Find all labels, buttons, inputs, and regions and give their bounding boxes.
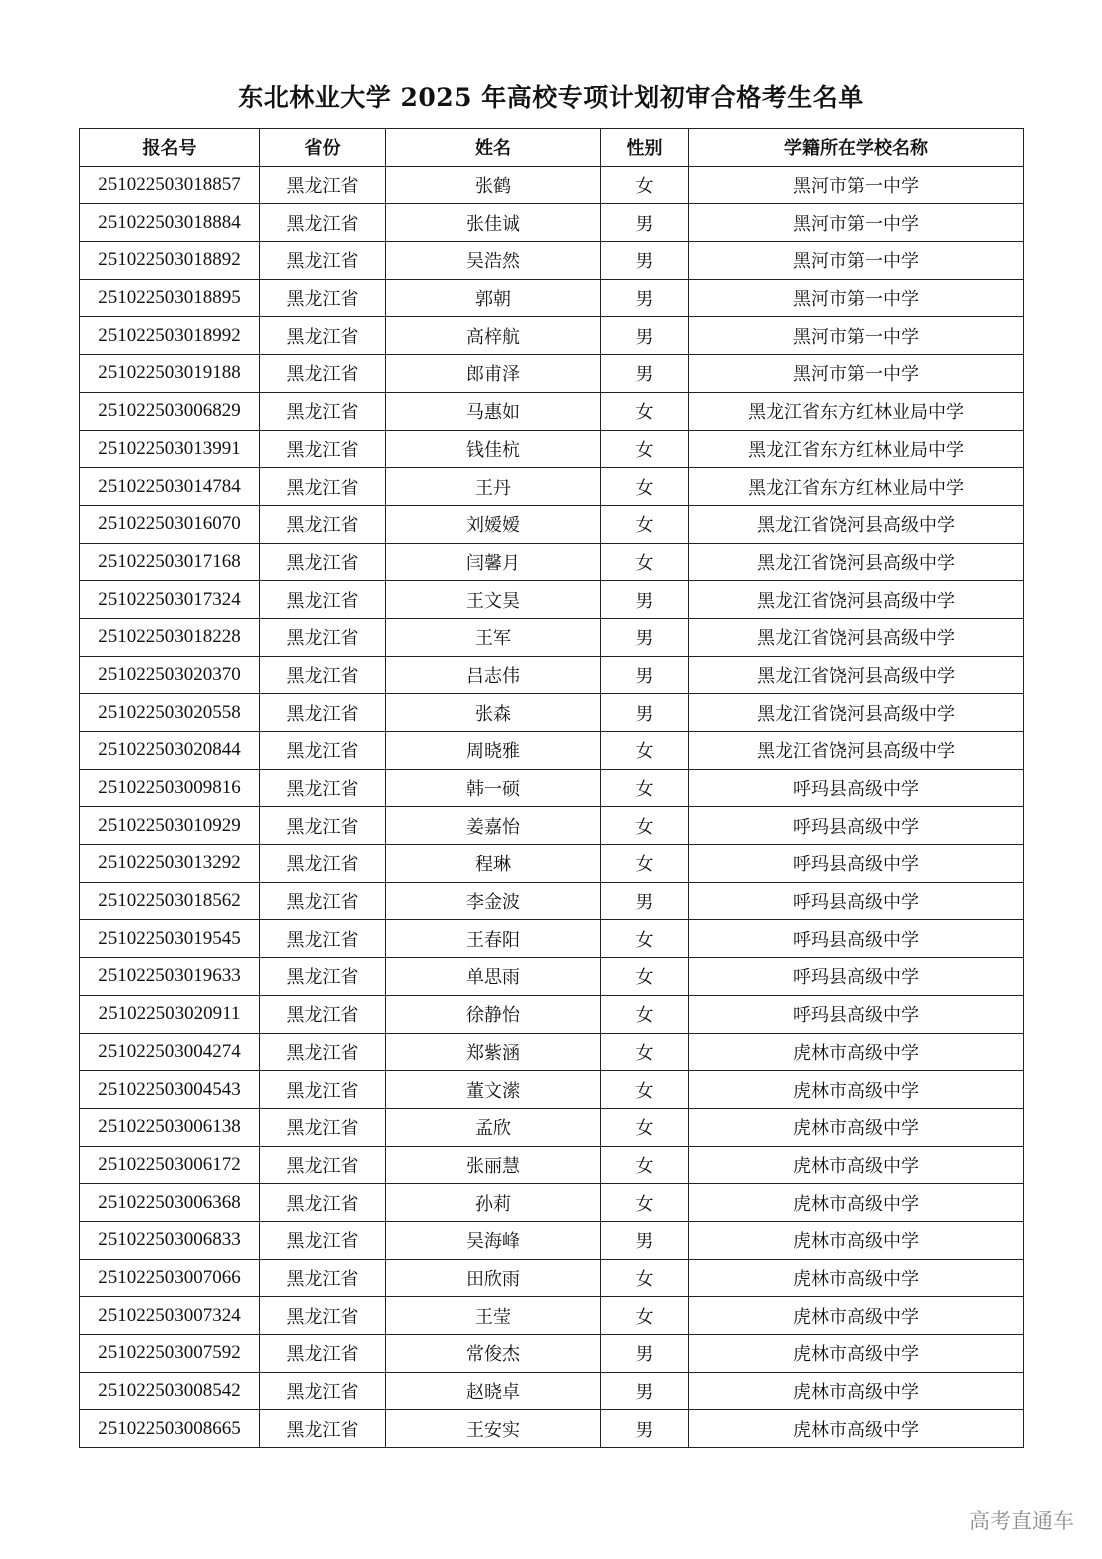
school-cell: 虎林市高级中学 xyxy=(689,1259,1024,1297)
table-row xyxy=(80,468,1024,506)
table-row xyxy=(80,1033,1024,1071)
name-cell: 李金波 xyxy=(386,882,601,920)
table-row xyxy=(80,581,1024,619)
name-cell: 吴浩然 xyxy=(386,242,601,280)
registration-number-cell: 251022503018992 xyxy=(80,317,260,355)
table-row xyxy=(80,995,1024,1033)
school-cell: 虎林市高级中学 xyxy=(689,1410,1024,1448)
school-cell: 虎林市高级中学 xyxy=(689,1146,1024,1184)
province-cell: 黑龙江省 xyxy=(260,166,386,204)
registration-number-cell: 251022503019188 xyxy=(80,355,260,393)
name-cell: 刘嫒嫒 xyxy=(386,505,601,543)
name-cell: 张森 xyxy=(386,694,601,732)
name-cell: 钱佳杭 xyxy=(386,430,601,468)
name-cell: 闫馨月 xyxy=(386,543,601,581)
registration-number-cell: 251022503007592 xyxy=(80,1335,260,1373)
gender-cell: 女 xyxy=(601,1146,689,1184)
gender-cell: 女 xyxy=(601,1033,689,1071)
province-cell: 黑龙江省 xyxy=(260,1071,386,1109)
table-row xyxy=(80,430,1024,468)
name-cell: 王文昊 xyxy=(386,581,601,619)
province-cell: 黑龙江省 xyxy=(260,317,386,355)
registration-number-cell: 251022503020844 xyxy=(80,732,260,770)
registration-number-cell: 251022503007066 xyxy=(80,1259,260,1297)
table-row xyxy=(80,1297,1024,1335)
province-cell: 黑龙江省 xyxy=(260,1259,386,1297)
table-row xyxy=(80,242,1024,280)
school-cell: 黑龙江省饶河县高级中学 xyxy=(689,618,1024,656)
registration-number-cell: 251022503009816 xyxy=(80,769,260,807)
registration-number-cell: 251022503019633 xyxy=(80,958,260,996)
name-cell: 郑紫涵 xyxy=(386,1033,601,1071)
name-cell: 吴海峰 xyxy=(386,1221,601,1259)
column-header-gender: 性别 xyxy=(601,129,689,167)
registration-number-cell: 251022503008542 xyxy=(80,1372,260,1410)
registration-number-cell: 251022503018892 xyxy=(80,242,260,280)
province-cell: 黑龙江省 xyxy=(260,355,386,393)
school-cell: 黑河市第一中学 xyxy=(689,242,1024,280)
table-row xyxy=(80,1221,1024,1259)
column-header-name: 姓名 xyxy=(386,129,601,167)
name-cell: 高梓航 xyxy=(386,317,601,355)
name-cell: 王安实 xyxy=(386,1410,601,1448)
province-cell: 黑龙江省 xyxy=(260,279,386,317)
name-cell: 张丽慧 xyxy=(386,1146,601,1184)
gender-cell: 女 xyxy=(601,995,689,1033)
school-cell: 呼玛县高级中学 xyxy=(689,845,1024,883)
table-header xyxy=(80,129,1024,167)
name-cell: 单思雨 xyxy=(386,958,601,996)
table-row xyxy=(80,1410,1024,1448)
table-row xyxy=(80,920,1024,958)
table-row xyxy=(80,656,1024,694)
table-row xyxy=(80,355,1024,393)
table-row xyxy=(80,769,1024,807)
name-cell: 姜嘉怡 xyxy=(386,807,601,845)
gender-cell: 女 xyxy=(601,1297,689,1335)
school-cell: 黑河市第一中学 xyxy=(689,204,1024,242)
school-cell: 呼玛县高级中学 xyxy=(689,958,1024,996)
table-body xyxy=(80,166,1024,1447)
table-row xyxy=(80,279,1024,317)
school-cell: 黑河市第一中学 xyxy=(689,355,1024,393)
province-cell: 黑龙江省 xyxy=(260,656,386,694)
province-cell: 黑龙江省 xyxy=(260,1372,386,1410)
table-row xyxy=(80,1108,1024,1146)
school-cell: 黑龙江省饶河县高级中学 xyxy=(689,656,1024,694)
table-row xyxy=(80,392,1024,430)
province-cell: 黑龙江省 xyxy=(260,618,386,656)
name-cell: 郎甫泽 xyxy=(386,355,601,393)
province-cell: 黑龙江省 xyxy=(260,920,386,958)
gender-cell: 女 xyxy=(601,732,689,770)
table-row xyxy=(80,732,1024,770)
registration-number-cell: 251022503004543 xyxy=(80,1071,260,1109)
gender-cell: 男 xyxy=(601,1335,689,1373)
school-cell: 黑龙江省饶河县高级中学 xyxy=(689,694,1024,732)
gender-cell: 男 xyxy=(601,242,689,280)
gender-cell: 女 xyxy=(601,1071,689,1109)
registration-number-cell: 251022503006829 xyxy=(80,392,260,430)
province-cell: 黑龙江省 xyxy=(260,204,386,242)
table-row xyxy=(80,845,1024,883)
registration-number-cell: 251022503018884 xyxy=(80,204,260,242)
table-row xyxy=(80,543,1024,581)
name-cell: 王春阳 xyxy=(386,920,601,958)
province-cell: 黑龙江省 xyxy=(260,581,386,619)
registration-number-cell: 251022503004274 xyxy=(80,1033,260,1071)
registration-number-cell: 251022503016070 xyxy=(80,505,260,543)
gender-cell: 女 xyxy=(601,1259,689,1297)
registration-number-cell: 251022503020911 xyxy=(80,995,260,1033)
gender-cell: 男 xyxy=(601,279,689,317)
school-cell: 黑龙江省饶河县高级中学 xyxy=(689,581,1024,619)
registration-number-cell: 251022503020370 xyxy=(80,656,260,694)
table-row xyxy=(80,1146,1024,1184)
name-cell: 张佳诚 xyxy=(386,204,601,242)
school-cell: 呼玛县高级中学 xyxy=(689,882,1024,920)
province-cell: 黑龙江省 xyxy=(260,468,386,506)
column-header-school: 学籍所在学校名称 xyxy=(689,129,1024,167)
registration-number-cell: 251022503018562 xyxy=(80,882,260,920)
registration-number-cell: 251022503014784 xyxy=(80,468,260,506)
column-header-province: 省份 xyxy=(260,129,386,167)
registration-number-cell: 251022503006368 xyxy=(80,1184,260,1222)
table-row xyxy=(80,1184,1024,1222)
name-cell: 王军 xyxy=(386,618,601,656)
school-cell: 虎林市高级中学 xyxy=(689,1297,1024,1335)
gender-cell: 女 xyxy=(601,430,689,468)
school-cell: 黑河市第一中学 xyxy=(689,317,1024,355)
name-cell: 徐静怡 xyxy=(386,995,601,1033)
school-cell: 虎林市高级中学 xyxy=(689,1335,1024,1373)
gender-cell: 女 xyxy=(601,1108,689,1146)
table-row xyxy=(80,618,1024,656)
gender-cell: 女 xyxy=(601,543,689,581)
registration-number-cell: 251022503019545 xyxy=(80,920,260,958)
registration-number-cell: 251022503006172 xyxy=(80,1146,260,1184)
gender-cell: 女 xyxy=(601,505,689,543)
column-header-registration-number: 报名号 xyxy=(80,129,260,167)
table-row xyxy=(80,1259,1024,1297)
gender-cell: 男 xyxy=(601,656,689,694)
name-cell: 田欣雨 xyxy=(386,1259,601,1297)
school-cell: 呼玛县高级中学 xyxy=(689,920,1024,958)
gender-cell: 男 xyxy=(601,1221,689,1259)
gender-cell: 男 xyxy=(601,1372,689,1410)
gender-cell: 女 xyxy=(601,920,689,958)
name-cell: 董文潆 xyxy=(386,1071,601,1109)
province-cell: 黑龙江省 xyxy=(260,958,386,996)
name-cell: 孟欣 xyxy=(386,1108,601,1146)
name-cell: 孙莉 xyxy=(386,1184,601,1222)
school-cell: 虎林市高级中学 xyxy=(689,1071,1024,1109)
table-row xyxy=(80,807,1024,845)
province-cell: 黑龙江省 xyxy=(260,430,386,468)
school-cell: 虎林市高级中学 xyxy=(689,1221,1024,1259)
gender-cell: 女 xyxy=(601,1184,689,1222)
name-cell: 吕志伟 xyxy=(386,656,601,694)
school-cell: 黑龙江省饶河县高级中学 xyxy=(689,732,1024,770)
name-cell: 周晓雅 xyxy=(386,732,601,770)
gender-cell: 女 xyxy=(601,166,689,204)
table-row xyxy=(80,694,1024,732)
name-cell: 王莹 xyxy=(386,1297,601,1335)
school-cell: 呼玛县高级中学 xyxy=(689,995,1024,1033)
province-cell: 黑龙江省 xyxy=(260,694,386,732)
name-cell: 王丹 xyxy=(386,468,601,506)
gender-cell: 男 xyxy=(601,618,689,656)
province-cell: 黑龙江省 xyxy=(260,1221,386,1259)
registration-number-cell: 251022503017324 xyxy=(80,581,260,619)
table-row xyxy=(80,1372,1024,1410)
gender-cell: 女 xyxy=(601,845,689,883)
province-cell: 黑龙江省 xyxy=(260,392,386,430)
registration-number-cell: 251022503008665 xyxy=(80,1410,260,1448)
registration-number-cell: 251022503018857 xyxy=(80,166,260,204)
province-cell: 黑龙江省 xyxy=(260,543,386,581)
gender-cell: 女 xyxy=(601,392,689,430)
registration-number-cell: 251022503006138 xyxy=(80,1108,260,1146)
table-row xyxy=(80,166,1024,204)
school-cell: 黑龙江省东方红林业局中学 xyxy=(689,430,1024,468)
province-cell: 黑龙江省 xyxy=(260,732,386,770)
province-cell: 黑龙江省 xyxy=(260,1410,386,1448)
table-row xyxy=(80,505,1024,543)
registration-number-cell: 251022503018228 xyxy=(80,618,260,656)
name-cell: 常俊杰 xyxy=(386,1335,601,1373)
registration-number-cell: 251022503013991 xyxy=(80,430,260,468)
table-row xyxy=(80,1335,1024,1373)
table-row xyxy=(80,958,1024,996)
gender-cell: 男 xyxy=(601,204,689,242)
gender-cell: 女 xyxy=(601,769,689,807)
province-cell: 黑龙江省 xyxy=(260,995,386,1033)
registration-number-cell: 251022503018895 xyxy=(80,279,260,317)
table-row xyxy=(80,882,1024,920)
province-cell: 黑龙江省 xyxy=(260,845,386,883)
school-cell: 黑龙江省东方红林业局中学 xyxy=(689,468,1024,506)
gender-cell: 女 xyxy=(601,958,689,996)
school-cell: 黑龙江省饶河县高级中学 xyxy=(689,543,1024,581)
table-row xyxy=(80,204,1024,242)
name-cell: 韩一硕 xyxy=(386,769,601,807)
header-row xyxy=(80,129,1024,167)
gender-cell: 男 xyxy=(601,317,689,355)
gender-cell: 女 xyxy=(601,807,689,845)
registration-number-cell: 251022503007324 xyxy=(80,1297,260,1335)
province-cell: 黑龙江省 xyxy=(260,882,386,920)
table-row xyxy=(80,1071,1024,1109)
watermark: 高考直通车 xyxy=(969,1509,1074,1533)
gender-cell: 男 xyxy=(601,1410,689,1448)
school-cell: 虎林市高级中学 xyxy=(689,1033,1024,1071)
province-cell: 黑龙江省 xyxy=(260,242,386,280)
gender-cell: 女 xyxy=(601,468,689,506)
province-cell: 黑龙江省 xyxy=(260,505,386,543)
province-cell: 黑龙江省 xyxy=(260,1184,386,1222)
name-cell: 郭朝 xyxy=(386,279,601,317)
school-cell: 虎林市高级中学 xyxy=(689,1184,1024,1222)
province-cell: 黑龙江省 xyxy=(260,769,386,807)
province-cell: 黑龙江省 xyxy=(260,1146,386,1184)
registration-number-cell: 251022503010929 xyxy=(80,807,260,845)
province-cell: 黑龙江省 xyxy=(260,1335,386,1373)
candidate-table xyxy=(79,128,1024,1448)
school-cell: 黑河市第一中学 xyxy=(689,166,1024,204)
gender-cell: 男 xyxy=(601,355,689,393)
province-cell: 黑龙江省 xyxy=(260,1297,386,1335)
registration-number-cell: 251022503013292 xyxy=(80,845,260,883)
registration-number-cell: 251022503020558 xyxy=(80,694,260,732)
name-cell: 赵晓卓 xyxy=(386,1372,601,1410)
table-row xyxy=(80,317,1024,355)
province-cell: 黑龙江省 xyxy=(260,1033,386,1071)
province-cell: 黑龙江省 xyxy=(260,807,386,845)
name-cell: 张鹤 xyxy=(386,166,601,204)
school-cell: 黑河市第一中学 xyxy=(689,279,1024,317)
school-cell: 呼玛县高级中学 xyxy=(689,769,1024,807)
school-cell: 呼玛县高级中学 xyxy=(689,807,1024,845)
name-cell: 程琳 xyxy=(386,845,601,883)
page-title: 东北林业大学 2025 年高校专项计划初审合格考生名单 xyxy=(238,83,864,112)
school-cell: 虎林市高级中学 xyxy=(689,1372,1024,1410)
gender-cell: 男 xyxy=(601,694,689,732)
name-cell: 马惠如 xyxy=(386,392,601,430)
school-cell: 黑龙江省东方红林业局中学 xyxy=(689,392,1024,430)
registration-number-cell: 251022503017168 xyxy=(80,543,260,581)
gender-cell: 男 xyxy=(601,882,689,920)
registration-number-cell: 251022503006833 xyxy=(80,1221,260,1259)
school-cell: 虎林市高级中学 xyxy=(689,1108,1024,1146)
province-cell: 黑龙江省 xyxy=(260,1108,386,1146)
gender-cell: 男 xyxy=(601,581,689,619)
school-cell: 黑龙江省饶河县高级中学 xyxy=(689,505,1024,543)
